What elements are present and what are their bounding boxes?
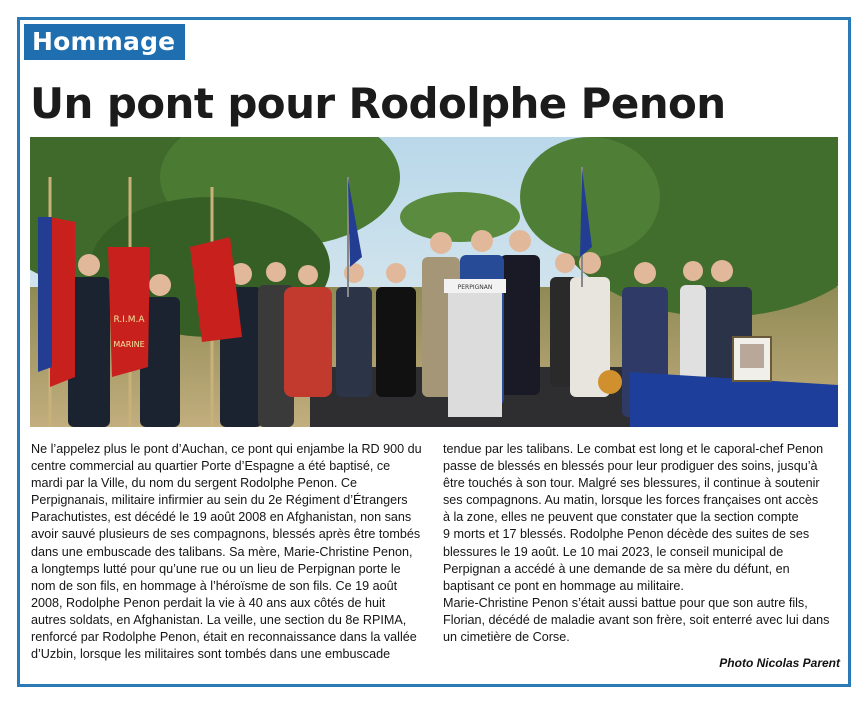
article-column-right <box>443 441 841 646</box>
text-line: blessures le 19 août. Le 10 mai 2023, le conseil municipal de <box>443 544 784 559</box>
text-line: à la zone, elles ne peuvent que constater que la section compte <box>443 510 799 525</box>
ceremony-photo <box>30 137 838 427</box>
text-line: renforcé par Rodolphe Penon, était en reconnaissance dans la vallée <box>31 630 417 645</box>
lectern <box>444 279 506 417</box>
text-line: Florian, décédé de maladie avant son frère, soit enterré avec lui dans <box>443 612 830 627</box>
article-column-left <box>31 441 431 663</box>
lectern-sign: PERPIGNAN <box>457 284 493 291</box>
text-line: ses compagnons. Au matin, lorsque les forces françaises ont accès <box>443 493 819 508</box>
text-line: Perpignanais, militaire infirmier au sein du 2e Régiment d’Étrangers <box>31 493 408 508</box>
text-line: Ne l’appelez plus le pont d’Auchan, ce pont qui enjambe la RD 900 du <box>31 442 422 456</box>
text-line: a longtemps lutté pour qu’une rue ou un lieu de Perpignan porte le <box>31 561 401 576</box>
headline: Un pont pour Rodolphe Penon <box>30 79 726 128</box>
text-line: dans une embuscade des talibans. Sa mère, Marie-Christine Penon, <box>31 544 413 559</box>
text-line: 9 morts et 17 blessés. Rodolphe Penon décède des suites de ses <box>443 527 810 542</box>
text-line: passe de blessés en blessés pour leur prodiguer des soins, jusqu’à <box>443 459 818 474</box>
text-line: autres soldats, en Afghanistan. La veille, une section du 8e RPIMA, <box>31 612 407 627</box>
text-line: 2008, Rodolphe Penon perdait la vie à 40 ans aux côtés de huit <box>31 595 386 610</box>
text-line: avoir sauvé plusieurs de ses compagnons, blessés après être tombés <box>31 527 421 542</box>
flag-text-marine: MARINE <box>113 340 145 349</box>
text-line: centre commercial au quartier Porte d’Espagne a été baptisé, ce <box>31 459 391 474</box>
text-line: être touchés à son tour. Malgré ses blessures, il continue à soutenir <box>443 476 820 491</box>
text-line: mardi par la Ville, du nom du sergent Rodolphe Penon. Ce <box>31 476 358 491</box>
text-line: tendue par les talibans. Le combat est long et le caporal-chef Penon <box>443 442 824 456</box>
photo-credit: Photo Nicolas Parent <box>719 656 840 670</box>
text-line: nom de son fils, en hommage à l’héroïsme de son fils. Ce 19 août <box>31 578 398 593</box>
text-line: baptisant ce pont en hommage au militaire. <box>443 578 684 593</box>
section-kicker: Hommage <box>24 24 185 60</box>
text-line: d’Uzbin, lorsque les militaires sont tombés dans une embuscade <box>31 647 391 662</box>
text-line: Perpignan a accédé à une demande de sa mère du défunt, en <box>443 561 790 576</box>
text-line: Parachutistes, est décédé le 19 août 2008 en Afghanistan, non sans <box>31 510 412 525</box>
text-line: Marie-Christine Penon s’était aussi battue pour que son autre fils, <box>443 595 808 610</box>
flag-text-rima: R.I.M.A <box>113 315 145 325</box>
text-line: un cimetière de Corse. <box>443 630 570 645</box>
